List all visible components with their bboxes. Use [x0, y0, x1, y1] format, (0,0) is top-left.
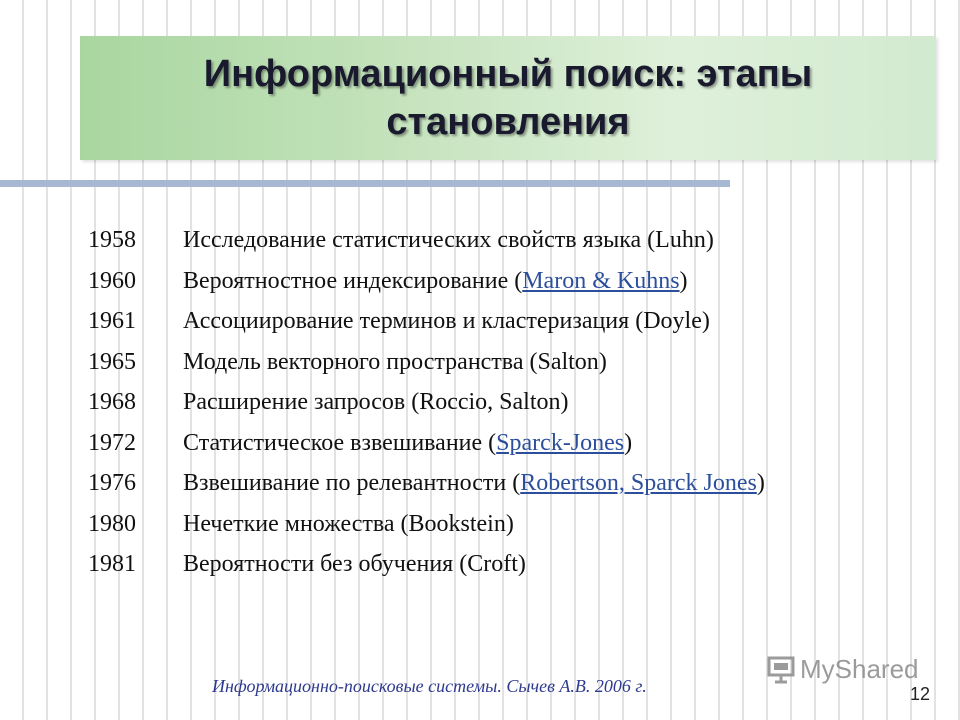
timeline-list — [88, 220, 948, 585]
timeline-row — [88, 463, 948, 504]
timeline-row — [88, 382, 948, 423]
row-author: Doyle — [643, 308, 702, 334]
row-text: Вероятностное индексирование (Maron & Kuhns) — [183, 267, 688, 294]
title-banner — [80, 36, 936, 160]
row-text: Исследование статистических свойств языка (Luhn) — [183, 227, 714, 253]
slide-title-line-1: Информационный поиск: этапы — [203, 53, 813, 95]
row-text: Модель векторного пространства (Salton) — [183, 348, 607, 375]
timeline-row — [88, 544, 948, 585]
row-year: 1961 — [88, 308, 136, 334]
timeline-row — [88, 220, 948, 261]
row-year: 1972 — [88, 429, 136, 456]
row-author: Luhn — [655, 227, 706, 253]
timeline-row — [88, 261, 948, 302]
watermark-text: MyShared — [800, 654, 919, 684]
row-year: 1968 — [88, 389, 136, 415]
row-year: 1976 — [88, 470, 136, 496]
row-year: 1980 — [88, 510, 136, 537]
row-text: Нечеткие множества (Bookstein) — [183, 510, 514, 537]
row-text: Ассоциирование терминов и кластеризация (Doyle) — [183, 308, 710, 334]
row-author: Salton — [537, 348, 599, 375]
row-text: Расширение запросов (Roccio, Salton) — [183, 389, 569, 415]
row-text: Вероятности без обучения (Croft) — [183, 551, 526, 577]
row-author: Bookstein — [408, 510, 506, 537]
row-year: 1958 — [88, 227, 136, 253]
timeline-row — [88, 342, 948, 383]
row-text: Статистическое взвешивание (Sparck-Jones) — [183, 429, 633, 456]
timeline-row — [88, 301, 948, 342]
row-author: Croft — [467, 551, 518, 577]
author-link[interactable]: Sparck-Jones — [496, 429, 625, 456]
slide-footer: Информационно-поисковые системы. Сычев А.В. 2006 г. — [212, 676, 647, 696]
page-number: 12 — [909, 684, 930, 704]
row-year: 1960 — [88, 267, 136, 294]
myshared-watermark — [766, 654, 919, 685]
timeline-row — [88, 504, 948, 545]
row-author: Roccio, Salton — [419, 389, 561, 415]
row-text: Взвешивание по релевантности (Robertson, Sparck Jones) — [183, 470, 765, 496]
divider-bar — [0, 180, 730, 187]
presentation-icon — [766, 655, 796, 685]
row-year: 1981 — [88, 551, 136, 577]
row-year: 1965 — [88, 348, 136, 375]
author-link[interactable]: Robertson, Sparck Jones — [520, 470, 757, 496]
author-link[interactable]: Maron & Kuhns — [522, 267, 680, 294]
slide-title-line-2: становления — [386, 101, 630, 143]
timeline-row — [88, 423, 948, 464]
